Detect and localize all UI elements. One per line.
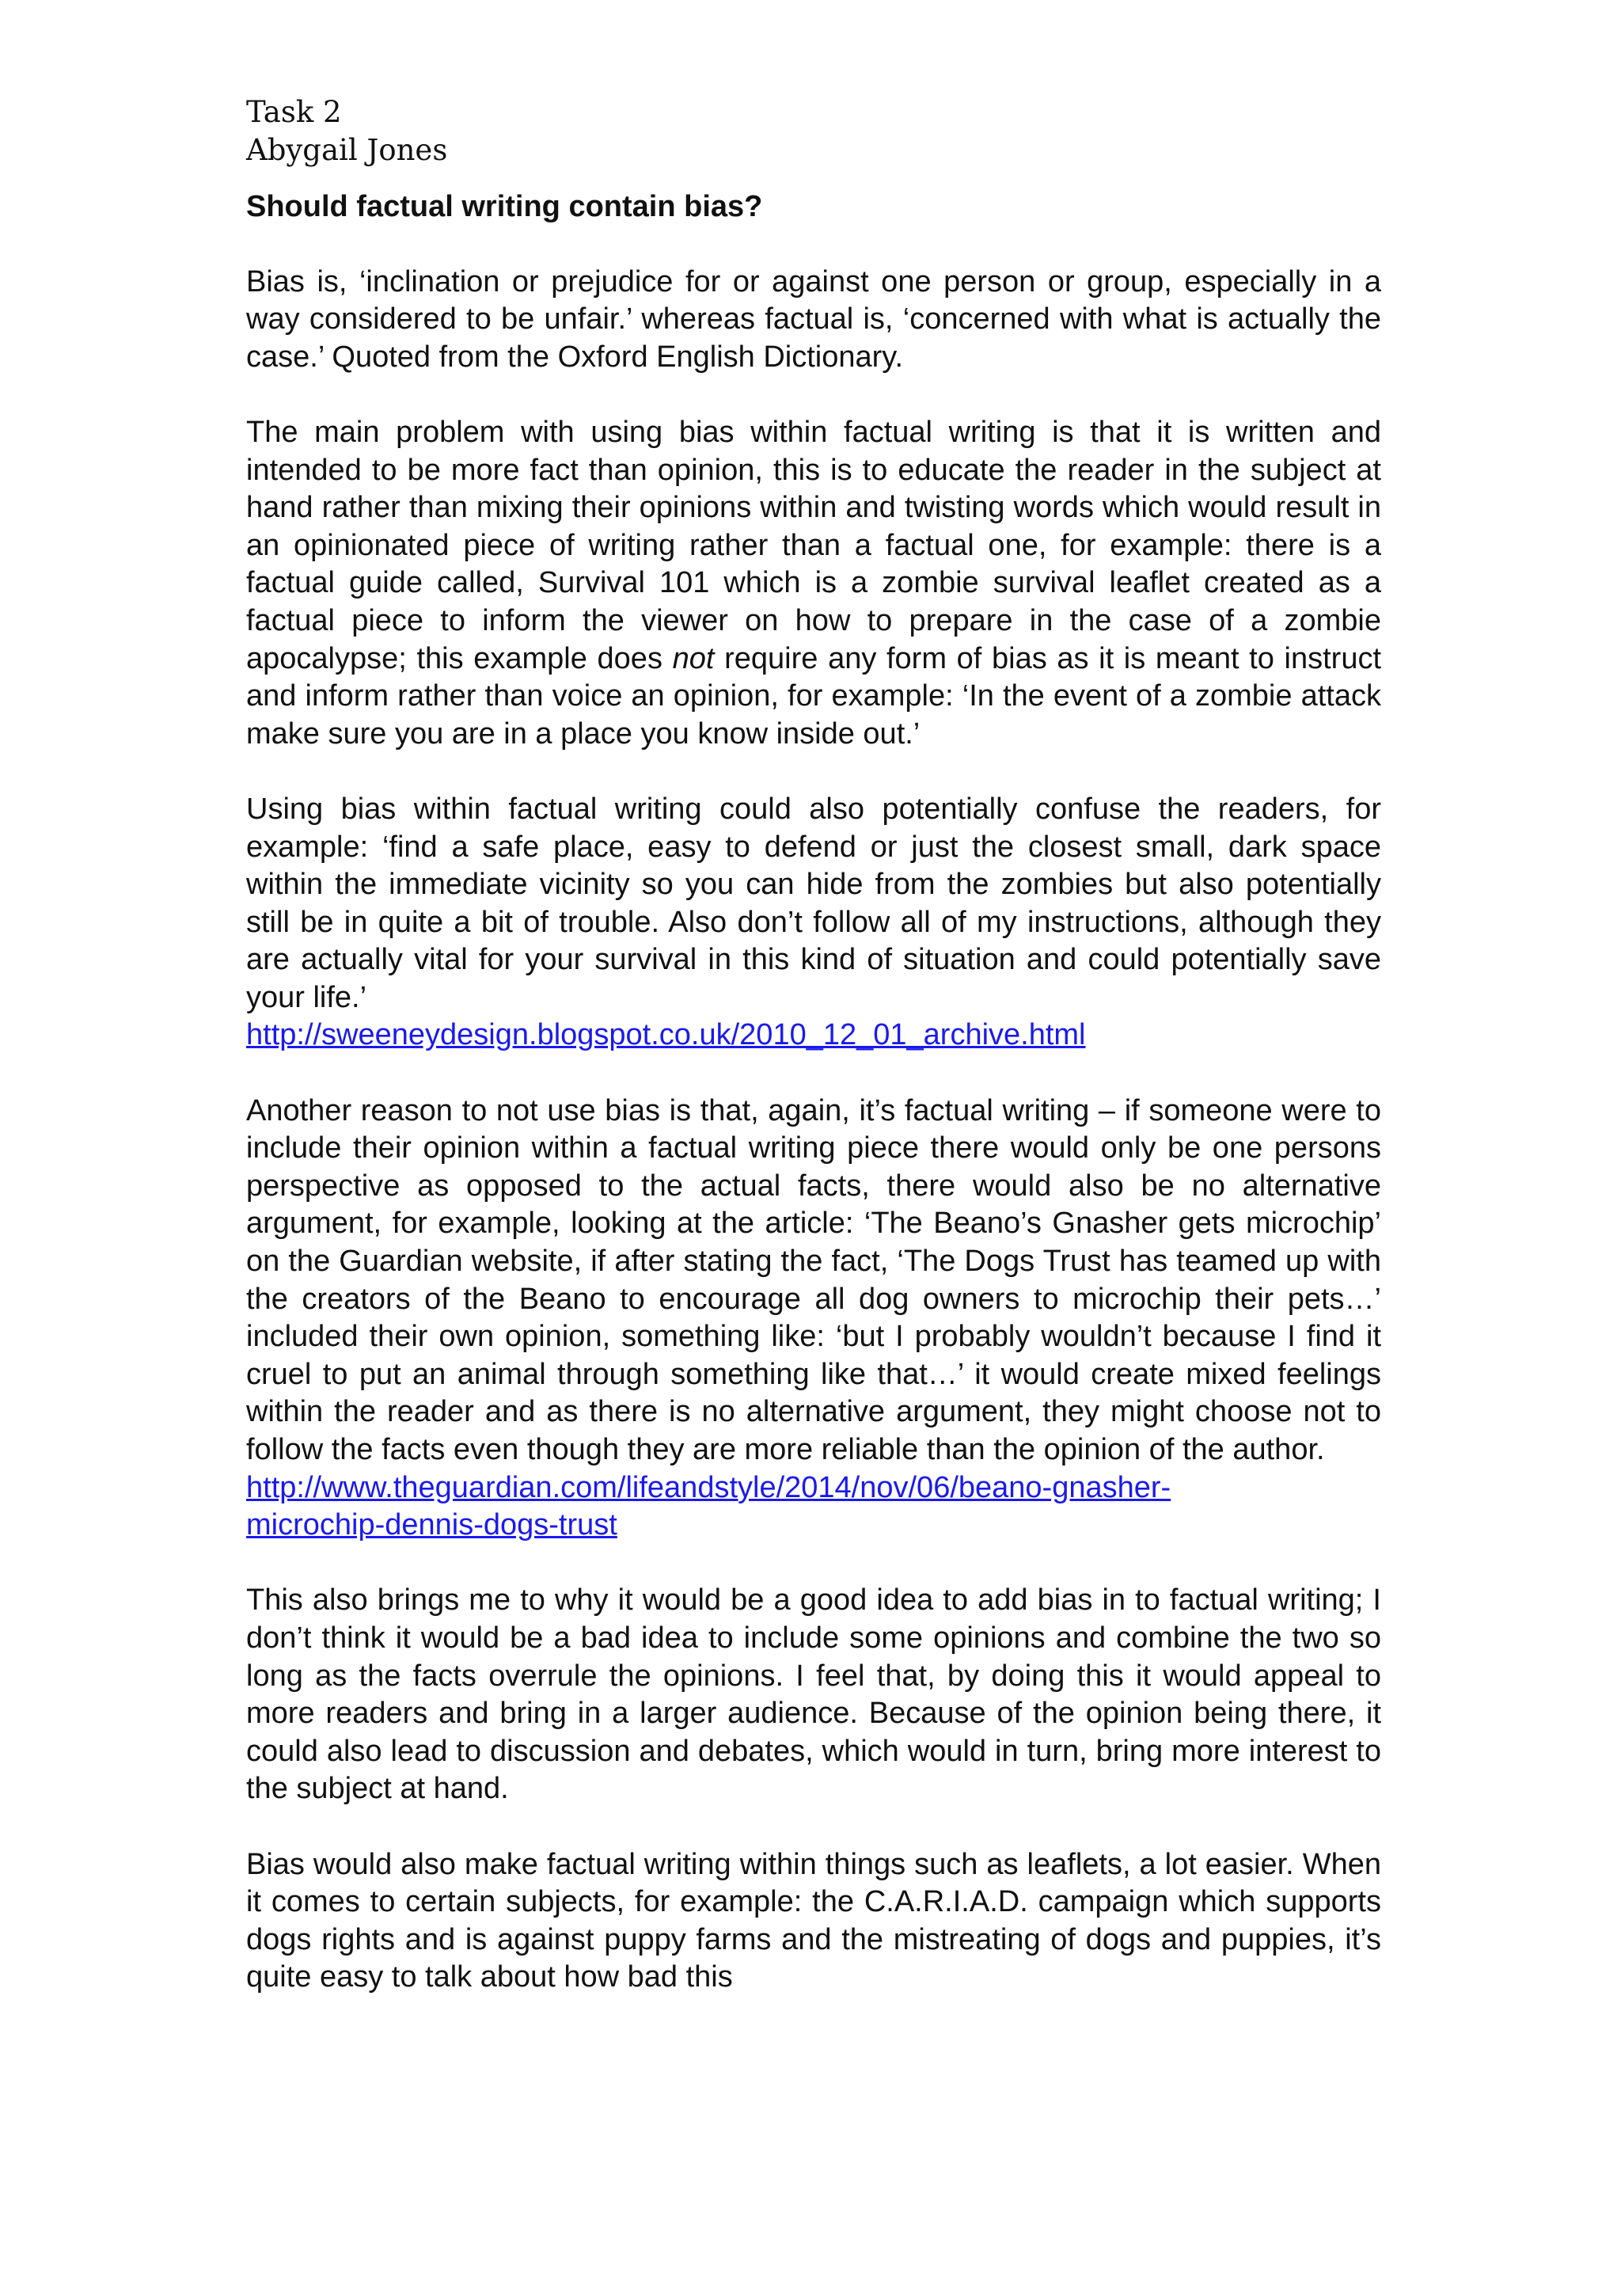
emphasis-not: not <box>672 641 715 675</box>
paragraph-alternative-argument-text: Another reason to not use bias is that, again, it’s factual writing – if someone were to include their opinion within a factual writing piece there would only be one persons perspective as opposed to the actual facts, there would also be no alternative argument, for example, looking at the article: ‘The Beano’s Gnasher gets microchip’ on the Guardian website, if after stating the fact, ‘The Dogs Trust has teamed up with the creators of the Beano to encourage all dog owners to microchip their pets…’ included their own opinion, something like: ‘but I probably wouldn’t because I find it cruel to put an animal through something like that…’ it would create mixed feelings within the reader and as there is no alternative argument, they might choose not to follow the facts even though they are more reliable than the opinion of the author. <box>246 1093 1381 1466</box>
paragraph-main-problem-part2: require any form of bias as it is meant to instruct and inform rather than voice an opinion, for example: ‘In the event of a zombie attack make sure you are in a place you know inside out.’ <box>246 641 1382 751</box>
document-page <box>246 93 1381 1997</box>
paragraph-confuse-readers <box>246 791 1381 1055</box>
paragraph-leaflets: Bias would also make factual writing within things such as leaflets, a lot easier. When it comes to certain subjects, for example: the C.A.R.I.A.D. campaign which supports dogs rights and is against puppy farms and the mistreating of dogs and puppies, it’s quite easy to talk about how bad this <box>246 1847 1381 1994</box>
guardian-link-line2: microchip-dennis-dogs-trust <box>246 1508 617 1542</box>
paragraph-main-problem-part1: The main problem with using bias within factual writing is that it is written and intended to be more fact than opinion, this is to educate the reader in the subject at hand rather than mixing their opinions within and twisting words which would result in an opinionated piece of writing rather than a factual one, for example: there is a factual guide called, Survival 101 which is a zombie survival leaflet created as a factual piece to inform the viewer on how to prepare in the case of a zombie apocalypse; this example does <box>246 415 1381 675</box>
paragraph-main-problem <box>246 414 1381 753</box>
paragraph-alternative-argument <box>246 1093 1381 1545</box>
author-name: Abygail Jones <box>246 133 448 167</box>
guardian-link[interactable] <box>246 1469 1381 1545</box>
paragraph-good-idea: This also brings me to why it would be a good idea to add bias in to factual writing; I don’t think it would be a bad idea to include some opinions and combine the two so long as the facts overrule the opinions. I feel that, by doing this it would appeal to more readers and bring in a larger audience. Because of the opinion being there, it could also lead to discussion and debates, which would in turn, bring more interest to the subject at hand. <box>246 1583 1381 1806</box>
document-title: Should factual writing contain bias? <box>246 190 763 223</box>
paragraph-definitions: Bias is, ‘inclination or prejudice for or against one person or group, especially in a way considered to be unfair.’ whereas factual is, ‘concerned with what is actually the case.’ Quoted from the Oxford English Dictionary. <box>246 264 1381 374</box>
task-label: Task 2 <box>246 95 342 129</box>
paragraph-confuse-readers-text: Using bias within factual writing could also potentially confuse the readers, for example: ‘find a safe place, easy to defend or just the closest small, dark space within the immediate vicinity so you can hide from the zombies but also potentially still be in quite a bit of trouble. Also don’t follow all of my instructions, although they are actually vital for your survival in this kind of situation and could potentially save your life.’ <box>246 792 1381 1014</box>
guardian-link-line1: http://www.theguardian.com/lifeandstyle/2014/nov/06/beano-gnasher- <box>246 1470 1171 1504</box>
sweeneydesign-link[interactable]: http://sweeneydesign.blogspot.co.uk/2010_12_01_archive.html <box>246 1018 1086 1052</box>
